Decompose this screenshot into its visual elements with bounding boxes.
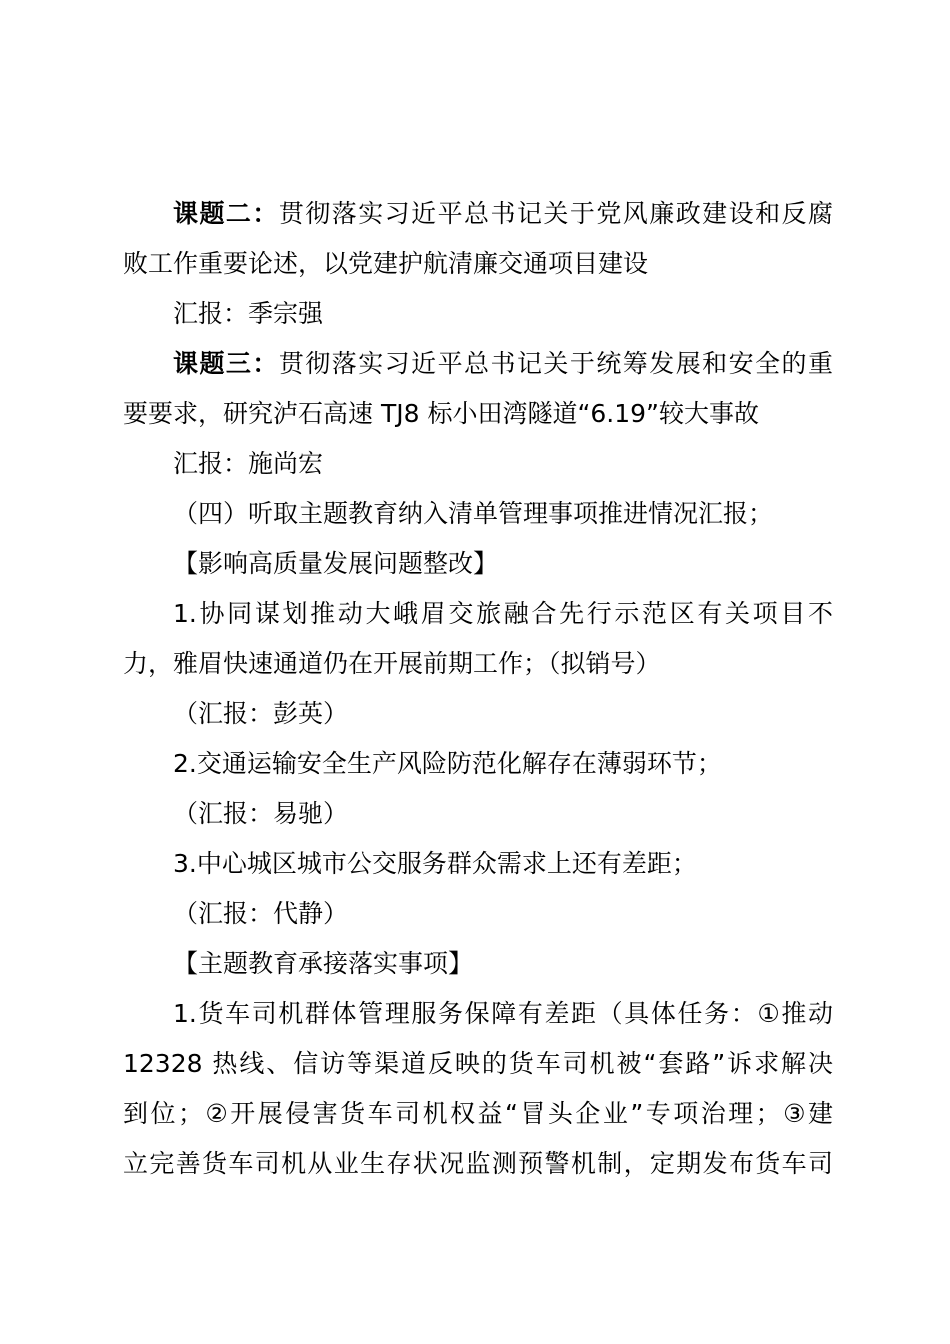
topic3-reporter: 汇报：施尚宏 <box>173 449 324 478</box>
group1-item2-reporter: （汇报：易驰） <box>173 799 349 828</box>
group1-item1-reporter: （汇报：彭英） <box>173 699 349 728</box>
section-4-heading: （四）听取主题教育纳入清单管理事项推进情况汇报； <box>173 499 774 528</box>
group2-item1-line4: 立完善货车司机从业生存状况监测预警机制，定期发布货车司 <box>123 1149 833 1178</box>
group1-item1-line2: 力，雅眉快速通道仍在开展前期工作；（拟销号） <box>123 649 661 678</box>
group1-item3-reporter: （汇报：代静） <box>173 899 349 928</box>
topic2-line2: 败工作重要论述，以党建护航清廉交通项目建设 <box>123 249 649 278</box>
group1-item1-line1: 1.协同谋划推动大峨眉交旅融合先行示范区有关项目不 <box>173 599 833 628</box>
topic3-line2: 要要求，研究泸石高速 TJ8 标小田湾隧道“6.19”较大事故 <box>123 399 760 428</box>
group2-item1-line3: 到位；②开展侵害货车司机权益“冒头企业”专项治理；③建 <box>123 1099 833 1128</box>
topic3-line1 <box>173 346 833 382</box>
topic2-heading: 课题二： <box>173 199 279 228</box>
group1-title: 【影响高质量发展问题整改】 <box>173 549 499 578</box>
topic2-reporter: 汇报：季宗强 <box>173 299 324 328</box>
group1-item3: 3.中心城区城市公交服务群众需求上还有差距； <box>173 849 697 878</box>
topic3-text: 贯彻落实习近平总书记关于统筹发展和安全的重 <box>278 349 833 378</box>
group2-item1-line1: 1.货车司机群体管理服务保障有差距（具体任务：①推动 <box>173 999 833 1028</box>
topic2-line1 <box>173 196 833 232</box>
group1-item2: 2.交通运输安全生产风险防范化解存在薄弱环节； <box>173 749 722 778</box>
group2-title: 【主题教育承接落实事项】 <box>173 949 474 978</box>
topic3-heading: 课题三： <box>173 349 279 378</box>
topic2-text: 贯彻落实习近平总书记关于党风廉政建设和反腐 <box>278 199 833 228</box>
group2-item1-line2: 12328 热线、信访等渠道反映的货车司机被“套路”诉求解决 <box>123 1049 833 1078</box>
